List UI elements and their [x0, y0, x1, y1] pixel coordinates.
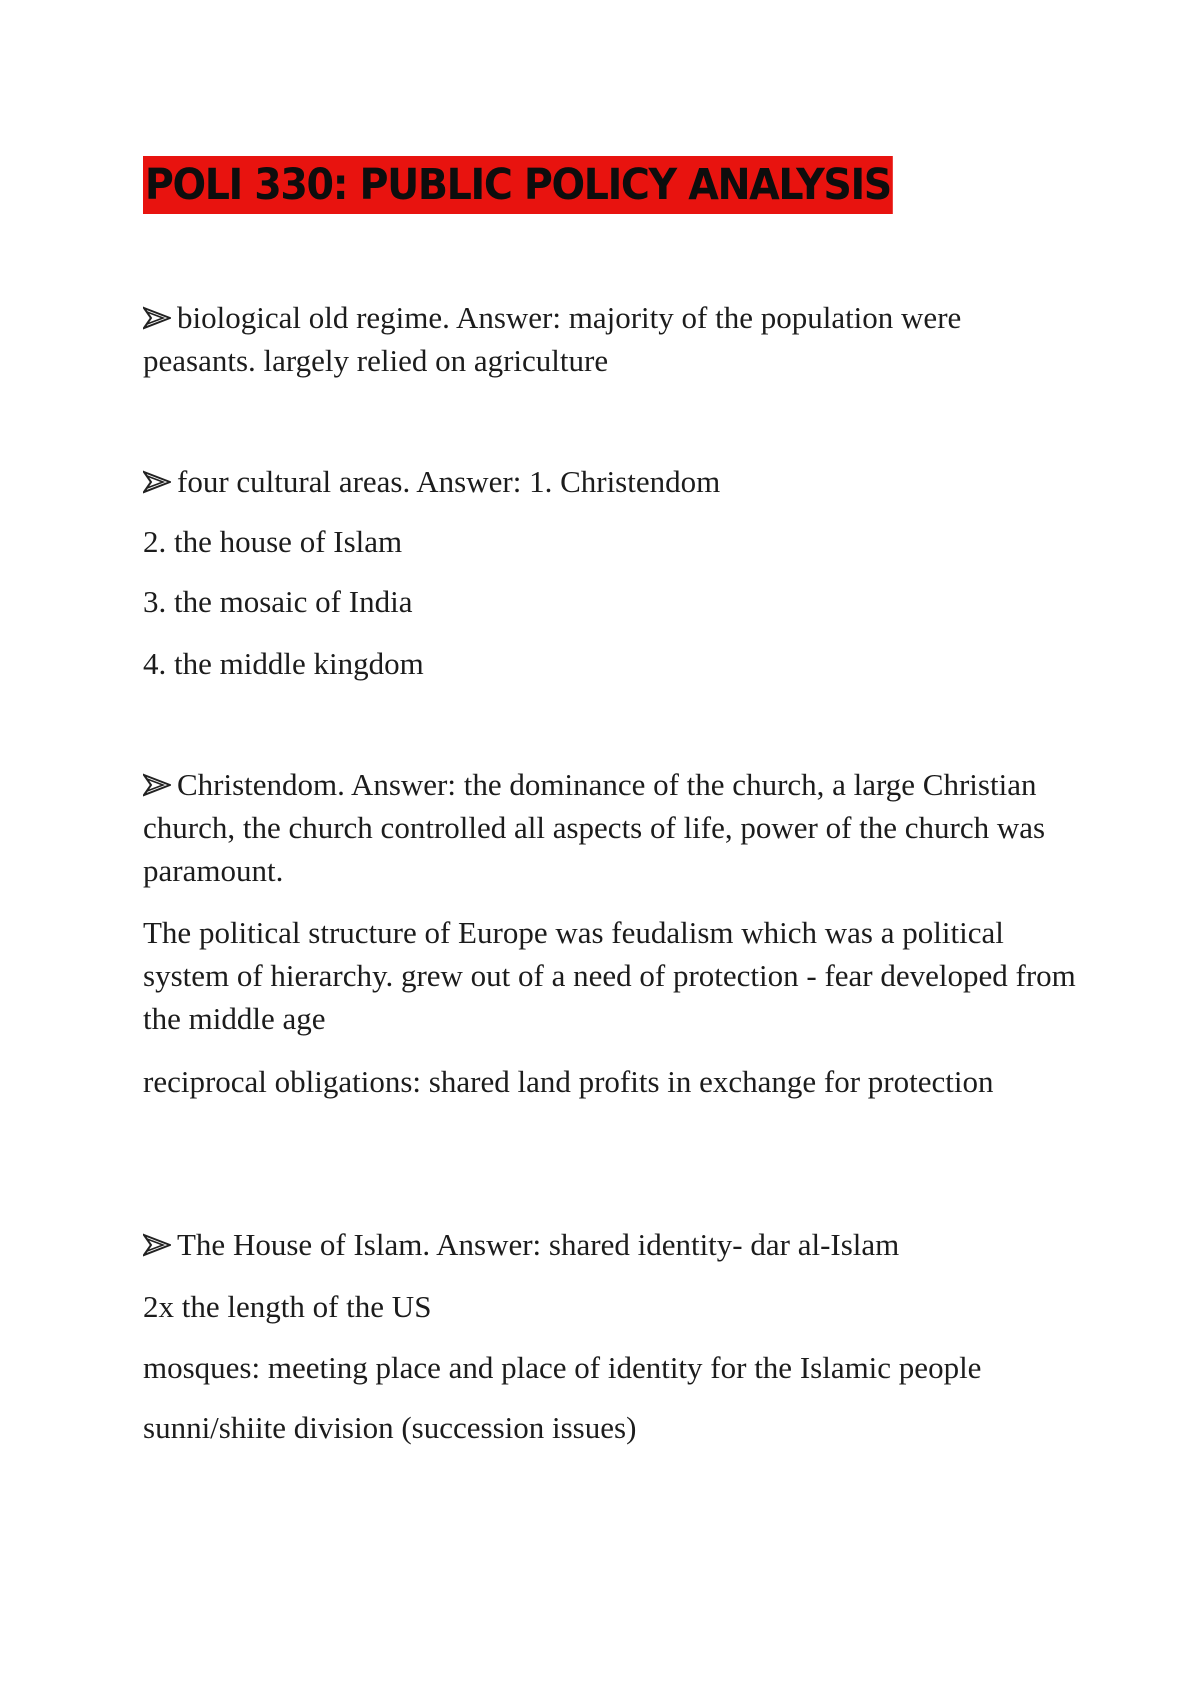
list-line: 4. the middle kingdom [143, 646, 424, 681]
bullet-text: The House of Islam. Answer: shared identity- dar al-Islam [177, 1227, 900, 1262]
arrow-bullet-icon [143, 1233, 171, 1257]
list-line: sunni/shiite division (succession issues) [143, 1410, 637, 1445]
bullet-item [143, 460, 1078, 503]
arrow-bullet-icon [143, 306, 171, 330]
list-line: mosques: meeting place and place of identity for the Islamic people [143, 1350, 982, 1385]
list-line: 3. the mosaic of India [143, 584, 413, 619]
bullet-text: Christendom. Answer: the dominance of the church, a large Christian church, the church controlled all aspects of life, power of the church was paramount. [143, 767, 1046, 888]
bullet-text: four cultural areas. Answer: 1. Christendom [177, 464, 721, 499]
paragraph: The political structure of Europe was feudalism which was a political system of hierarchy. grew out of a need of protection - fear developed from the middle age [143, 915, 1076, 1036]
paragraph: reciprocal obligations: shared land profits in exchange for protection [143, 1064, 994, 1099]
bullet-text: biological old regime. Answer: majority of the population were peasants. largely relied on agriculture [143, 300, 962, 378]
list-line: 2x the length of the US [143, 1289, 432, 1324]
arrow-bullet-icon [143, 773, 171, 797]
bullet-item [143, 763, 1078, 892]
arrow-bullet-icon [143, 470, 171, 494]
page-title: POLI 330: PUBLIC POLICY ANALYSIS [143, 156, 893, 214]
title-banner [143, 156, 958, 214]
bullet-item [143, 296, 1078, 382]
bullet-item [143, 1223, 1078, 1266]
list-line: 2. the house of Islam [143, 524, 403, 559]
